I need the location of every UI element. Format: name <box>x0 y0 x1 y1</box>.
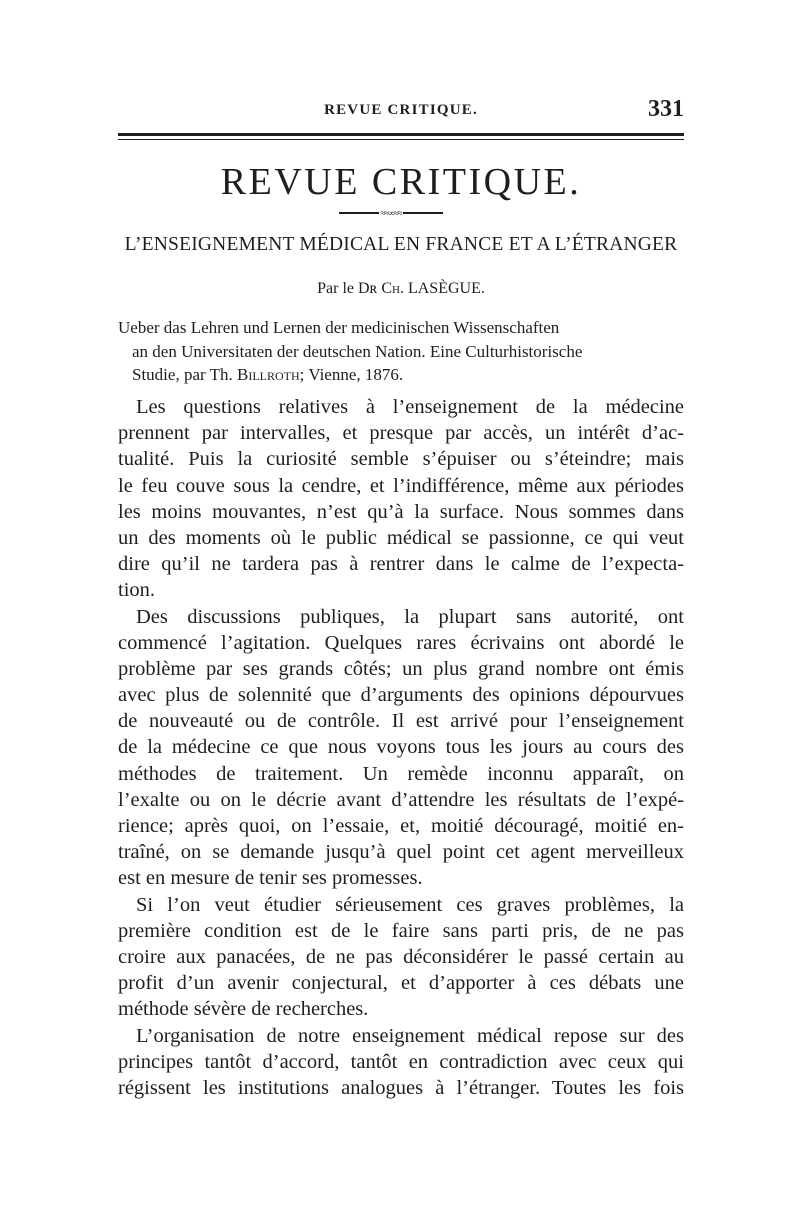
ornament-line-right <box>403 212 443 214</box>
text-line: l’exalte ou on le décrie avant d’attendre les résultats de l’expé- <box>118 788 684 811</box>
text-line: profit d’un avenir conjectural, et d’apporter à ces débats une <box>118 972 684 995</box>
ornament-knot-icon: ≈≈∞≈≈ <box>380 208 402 218</box>
text-line: première condition est de le faire sans parti pris, de ne pas <box>118 919 684 942</box>
article-subtitle: L’ENSEIGNEMENT MÉDICAL EN FRANCE ET A L’ÉTRANGER <box>124 234 678 255</box>
text-line: dire qu’il ne tardera pas à rentrer dans le calme de l’expecta- <box>118 553 684 576</box>
reference-line <box>118 363 684 387</box>
running-head-title: REVUE CRITIQUE. <box>324 102 478 118</box>
text-line: de nouveauté ou de contrôle. Il est arrivé pour l’enseignement <box>118 710 684 733</box>
reference-line3-post: ; Vienne, 1876. <box>299 365 404 384</box>
text-line: principes tantôt d’accord, tantôt en contradiction avec ceux qui <box>118 1050 684 1073</box>
reference-line: an den Universitaten der deutschen Nation. Eine Culturhistorische <box>132 341 583 361</box>
text-line: les moins mouvantes, n’est qu’à la surface. Nous sommes dans <box>118 500 684 523</box>
text-line: tualité. Puis la curiosité semble s’épuiser ou s’éteindre; mais <box>118 448 684 471</box>
text-line: tion. <box>118 579 156 602</box>
header-rule-thin <box>118 139 684 140</box>
title-ornament <box>339 210 443 216</box>
reference-line: Ueber das Lehren und Lernen der medicinischen Wissenschaften <box>118 318 560 337</box>
header-rule-thick <box>118 133 684 136</box>
reference-line3-pre: Studie, par Th. <box>132 365 233 384</box>
text-line: prennent par intervalles, et presque par accès, un intérêt d’ac- <box>118 422 684 445</box>
author-name: Ch. LASÈGUE. <box>381 280 485 297</box>
author-line <box>118 280 684 298</box>
text-line: le feu couve sous la cendre, et l’indifférence, même aux périodes <box>118 474 684 497</box>
paragraph <box>118 1023 684 1102</box>
text-line: de la médecine ce que nous voyons tous les jours au cours des <box>118 736 684 759</box>
text-line: méthodes de traitement. Un remède inconnu apparaît, on <box>118 762 684 785</box>
text-line: Des discussions publiques, la plupart sans autorité, ont <box>136 605 684 628</box>
text-line: est en mesure de tenir ses promesses. <box>118 867 423 890</box>
ornament-line-left <box>339 212 379 214</box>
page-number: 331 <box>648 96 684 122</box>
text-line: Si l’on veut étudier sérieusement ces graves problèmes, la <box>136 893 684 916</box>
paragraph <box>118 394 684 604</box>
text-line: problème par ses grands côtés; un plus grand nombre ont émis <box>118 657 684 680</box>
article-body <box>118 394 684 1101</box>
text-line: rience; après quoi, on l’essaie, et, moitié découragé, moitié en- <box>118 815 684 837</box>
text-line: commencé l’agitation. Quelques rares écrivains ont abordé le <box>118 631 684 654</box>
text-line: régissent les institutions analogues à l’étranger. Toutes les fois <box>118 1076 684 1099</box>
running-head <box>118 96 684 126</box>
text-line: croire aux panacées, de ne pas déconsidérer le passé certain au <box>118 945 684 968</box>
reference-author-name: Billroth <box>236 365 300 384</box>
author-prefix: Par le <box>317 280 354 297</box>
text-line: L’organisation de notre enseignement médical repose sur des <box>136 1024 684 1047</box>
paragraph <box>118 604 684 892</box>
text-line: Les questions relatives à l’enseignement de la médecine <box>136 396 684 418</box>
text-line: un des moments où le public médical se passionne, ce qui veut <box>118 526 684 549</box>
author-title: Dʀ <box>358 280 378 297</box>
article-title: REVUE CRITIQUE. <box>220 161 582 203</box>
text-line: traîné, on se demande jusqu’à quel point cet agent merveilleux <box>118 841 684 864</box>
text-line: avec plus de solennité que d’arguments des opinions dépourvues <box>118 684 684 707</box>
paragraph <box>118 892 684 1023</box>
bibliographic-reference <box>118 316 684 387</box>
text-line: méthode sévère de recherches. <box>118 998 369 1021</box>
